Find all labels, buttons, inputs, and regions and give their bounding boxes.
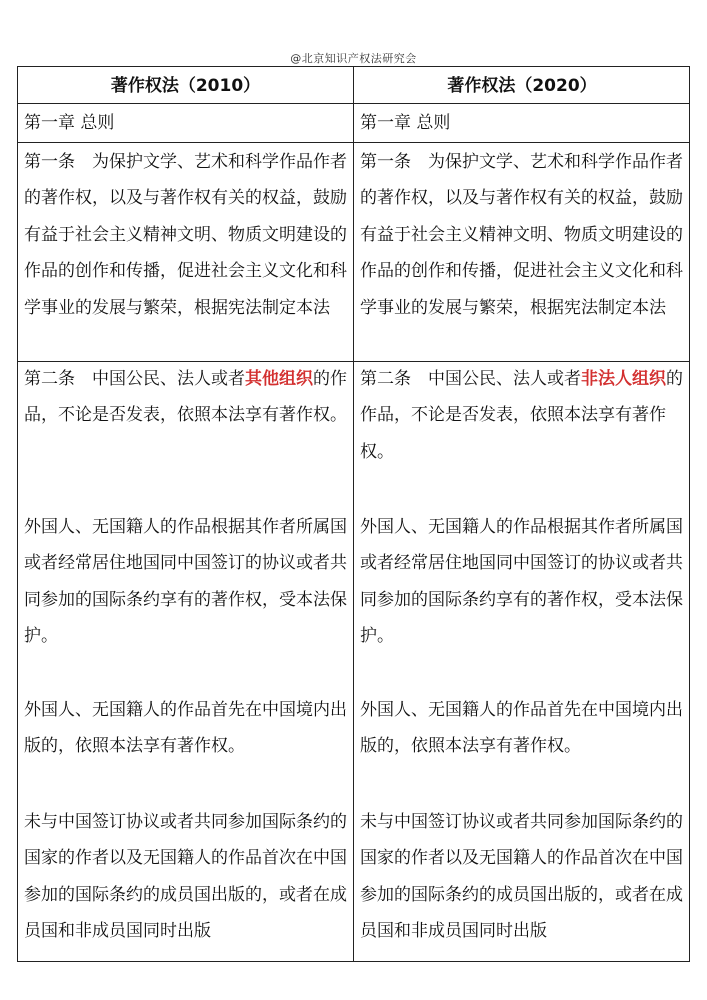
article2-left-suffix: 的作品，不论是否发表，依照本法享有著作权。 bbox=[24, 369, 347, 426]
comparison-table bbox=[17, 66, 690, 962]
watermark: @北京知识产权法研究会 bbox=[290, 52, 417, 65]
header-right: 著作权法（2020） bbox=[447, 76, 597, 96]
article2-left-para4: 未与中国签订协议或者共同参加国际条约的国家的作者以及无国籍人的作品首次在中国参加的国际条约的成员国出版的，或者在成员国和非成员国同时出版 bbox=[24, 812, 347, 942]
article2-right-para2: 外国人、无国籍人的作品根据其作者所属国或者经常居住地国同中国签订的协议或者共同参加的国际条约享有的著作权，受本法保护。 bbox=[360, 517, 683, 647]
chapter-left: 第一章 总则 bbox=[24, 113, 115, 133]
article2-right-suffix: 的作品，不论是否发表，依照本法享有著作权。 bbox=[360, 369, 683, 462]
article2-left-prefix: 第二条 中国公民、法人或者 bbox=[24, 369, 245, 389]
article2-right-para1 bbox=[360, 361, 686, 470]
article2-left-para1 bbox=[24, 361, 350, 434]
row-divider bbox=[18, 103, 689, 104]
article1-left: 第一条 为保护文学、艺术和科学作品作者的著作权，以及与著作权有关的权益，鼓励有益于社会主义精神文明、物质文明建设的作品的创作和传播，促进社会主义文化和科学事业的发展与繁荣，根据宪法制定本法 bbox=[24, 152, 347, 318]
header-left: 著作权法（2010） bbox=[110, 76, 261, 96]
article1-right: 第一条 为保护文学、艺术和科学作品作者的著作权，以及与著作权有关的权益，鼓励有益于社会主义精神文明、物质文明建设的作品的创作和传播，促进社会主义文化和科学事业的发展与繁荣，根据宪法制定本法 bbox=[360, 152, 683, 318]
changed-term-right: 非法人组织 bbox=[581, 369, 666, 389]
article2-right-para4: 未与中国签订协议或者共同参加国际条约的国家的作者以及无国籍人的作品首次在中国参加的国际条约的成员国出版的，或者在成员国和非成员国同时出版 bbox=[360, 812, 683, 942]
row-divider bbox=[18, 142, 689, 143]
article2-left-para2: 外国人、无国籍人的作品根据其作者所属国或者经常居住地国同中国签订的协议或者共同参加的国际条约享有的著作权，受本法保护。 bbox=[24, 517, 347, 647]
article2-left-para3: 外国人、无国籍人的作品首先在中国境内出版的，依照本法享有著作权。 bbox=[24, 700, 347, 757]
column-divider bbox=[353, 67, 354, 961]
chapter-right: 第一章 总则 bbox=[360, 113, 451, 133]
article2-right-prefix: 第二条 中国公民、法人或者 bbox=[360, 369, 581, 389]
article2-right-para3: 外国人、无国籍人的作品首先在中国境内出版的，依照本法享有著作权。 bbox=[360, 700, 683, 757]
changed-term-left: 其他组织 bbox=[245, 369, 313, 389]
